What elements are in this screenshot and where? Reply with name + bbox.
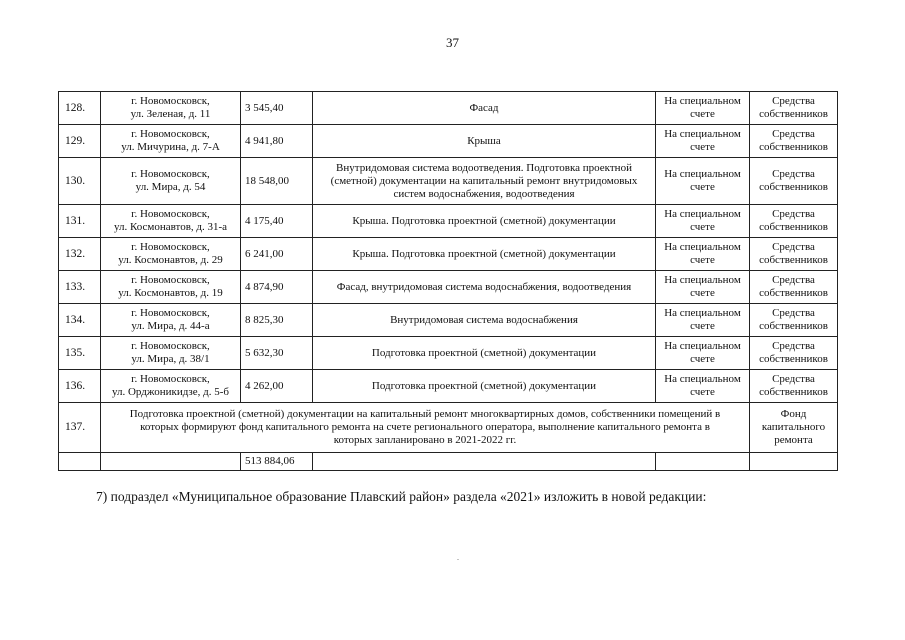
address <box>101 125 241 158</box>
fund-account-text: На специальном <box>664 373 741 385</box>
address-text: ул. Мира, д. 44-а <box>131 320 210 332</box>
address <box>101 271 241 304</box>
table-body <box>59 92 838 471</box>
fund-account <box>656 304 750 337</box>
work-type-text: Фасад, внутридомовая система водоснабжения, водоотведения <box>336 280 632 293</box>
row-number-text: 135. <box>65 346 86 359</box>
funding-source-text: собственников <box>759 320 828 332</box>
row-number <box>59 92 101 125</box>
funding-source <box>750 304 838 337</box>
fund-account-text: счете <box>690 386 715 398</box>
address-text: ул. Зеленая, д. 11 <box>130 108 211 120</box>
description-line: которых формируют фонд капитального ремонта на счете регионального оператора, выполнение капитального ремонта в <box>140 421 710 433</box>
empty-cell <box>313 453 656 471</box>
cost-sum <box>241 337 313 370</box>
address-text: ул. Орджоникидзе, д. 5-б <box>111 386 230 398</box>
funding-source-text: собственников <box>759 141 828 153</box>
address-text: г. Новомосковск, <box>131 208 210 220</box>
fund-account-text: На специальном <box>664 274 741 286</box>
table-row <box>59 125 838 158</box>
fund-account <box>656 92 750 125</box>
empty-cell <box>750 453 838 471</box>
funding-source <box>750 403 838 453</box>
fund-account-text: На специальном <box>664 208 741 220</box>
funding-source-text: Средства <box>772 373 815 385</box>
cost-sum-text: 4 262,00 <box>245 379 284 392</box>
work-type-text: Внутридомовая система водоснабжения <box>390 313 578 326</box>
fund-account-text: На специальном <box>664 128 741 140</box>
fund-account-text: На специальном <box>664 241 741 253</box>
cost-sum <box>241 92 313 125</box>
page-number: 37 <box>446 35 459 50</box>
work-type <box>313 205 656 238</box>
funding-source-text: Средства <box>772 340 815 352</box>
funding-source <box>750 92 838 125</box>
work-type-text: Крыша. Подготовка проектной (сметной) документации <box>352 247 616 260</box>
address <box>101 238 241 271</box>
funding-source-text: Средства <box>772 274 815 286</box>
fund-account-text: счете <box>690 320 715 332</box>
address-text: г. Новомосковск, <box>131 168 210 180</box>
fund-account-text: На специальном <box>664 307 741 319</box>
capital-repair-table <box>58 91 838 471</box>
fund-account <box>656 337 750 370</box>
funding-source <box>750 271 838 304</box>
fund-account-text: счете <box>690 353 715 365</box>
row-number-text: 129. <box>65 134 86 147</box>
address-text: ул. Мира, д. 38/1 <box>131 353 210 365</box>
funding-source-text: собственников <box>759 221 828 233</box>
address <box>101 337 241 370</box>
address-text: г. Новомосковск, <box>131 307 210 319</box>
row-number-text: 132. <box>65 247 86 260</box>
funding-source-text: Средства <box>772 168 815 180</box>
fund-account-text: счете <box>690 108 715 120</box>
cost-sum <box>241 370 313 403</box>
cost-sum <box>241 304 313 337</box>
table-row <box>59 205 838 238</box>
cost-sum-text: 8 825,30 <box>245 313 284 326</box>
cost-sum-text: 4 941,80 <box>245 134 284 147</box>
work-type-text: Крыша. Подготовка проектной (сметной) документации <box>352 214 616 227</box>
address-text: г. Новомосковск, <box>131 340 210 352</box>
address <box>101 304 241 337</box>
address-text: г. Новомосковск, <box>131 373 210 385</box>
work-type-text: (сметной) документации на капитальный ремонт внутридомовых <box>330 174 638 187</box>
work-type <box>313 370 656 403</box>
row-number <box>59 337 101 370</box>
funding-source-text: собственников <box>759 254 828 266</box>
work-type <box>313 271 656 304</box>
fund-account <box>656 271 750 304</box>
row-number <box>59 205 101 238</box>
fund-account-text: На специальном <box>664 168 741 180</box>
fund-account <box>656 370 750 403</box>
funding-source <box>750 370 838 403</box>
address-text: г. Новомосковск, <box>131 241 210 253</box>
cost-sum <box>241 271 313 304</box>
funding-source-text: Средства <box>772 307 815 319</box>
fund-account-text: На специальном <box>664 340 741 352</box>
funding-source <box>750 158 838 205</box>
funding-source-text: собственников <box>759 287 828 299</box>
table-row <box>59 238 838 271</box>
cost-sum-text: 4 175,40 <box>245 214 284 227</box>
table-row <box>59 158 838 205</box>
row-number <box>59 158 101 205</box>
work-type-text: Фасад <box>469 101 499 114</box>
funding-source-line: Фонд <box>780 408 807 420</box>
empty-cell <box>59 453 101 471</box>
cost-sum-text: 18 548,00 <box>245 174 289 187</box>
address-text: г. Новомосковск, <box>131 95 210 107</box>
address-text: г. Новомосковск, <box>131 274 210 286</box>
address-text: ул. Космонавтов, д. 19 <box>118 287 223 299</box>
address <box>101 370 241 403</box>
cost-sum <box>241 125 313 158</box>
funding-source-text: собственников <box>759 353 828 365</box>
stray-dot: . <box>457 553 459 562</box>
table-row-137 <box>59 403 838 453</box>
table-row <box>59 271 838 304</box>
empty-cell <box>656 453 750 471</box>
fund-account-text: На специальном <box>664 95 741 107</box>
funding-source-line: капитального <box>761 421 826 433</box>
description-line: которых запланировано в 2021-2022 гг. <box>333 434 517 446</box>
row-137-description <box>101 403 750 453</box>
row-number: 137. <box>59 403 101 453</box>
row-number <box>59 238 101 271</box>
cost-sum <box>241 238 313 271</box>
table-row <box>59 92 838 125</box>
funding-source-text: Средства <box>772 241 815 253</box>
table-row <box>59 337 838 370</box>
cost-sum-text: 5 632,30 <box>245 346 284 359</box>
funding-source <box>750 205 838 238</box>
fund-account <box>656 158 750 205</box>
row-number <box>59 304 101 337</box>
work-type-text: Подготовка проектной (сметной) документации <box>371 346 597 359</box>
funding-source-text: Средства <box>772 128 815 140</box>
row-number-text: 134. <box>65 313 86 326</box>
funding-source-text: собственников <box>759 108 828 120</box>
fund-account <box>656 238 750 271</box>
address-text: ул. Мичурина, д. 7-А <box>121 141 220 153</box>
work-type-text: Внутридомовая система водоотведения. Подготовка проектной <box>336 161 632 174</box>
work-type <box>313 158 656 205</box>
cost-sum <box>241 205 313 238</box>
instruction-paragraph: 7) подраздел «Муниципальное образование Плавский район» раздела «2021» изложить в новой редакции: <box>96 489 707 504</box>
table-total-row <box>59 453 838 471</box>
work-type <box>313 304 656 337</box>
fund-account-text: счете <box>690 221 715 233</box>
address-text: ул. Космонавтов, д. 29 <box>118 254 223 266</box>
row-number-text: 133. <box>65 280 86 293</box>
empty-cell <box>101 453 241 471</box>
address <box>101 158 241 205</box>
work-type-text: систем водоснабжения, водоотведения <box>393 187 575 200</box>
row-number <box>59 370 101 403</box>
row-number-text: 130. <box>65 174 86 187</box>
cost-sum-text: 3 545,40 <box>245 101 284 114</box>
total-sum: 513 884,06 <box>241 453 313 471</box>
work-type <box>313 125 656 158</box>
fund-account-text: счете <box>690 287 715 299</box>
funding-source-text: собственников <box>759 181 828 193</box>
work-type <box>313 238 656 271</box>
fund-account-text: счете <box>690 254 715 266</box>
work-type-text: Крыша <box>467 134 501 147</box>
work-type <box>313 337 656 370</box>
description-line: Подготовка проектной (сметной) документации на капитальный ремонт многоквартирных домов, собственники помещений в <box>129 408 721 420</box>
address <box>101 205 241 238</box>
fund-account <box>656 205 750 238</box>
address-text: г. Новомосковск, <box>131 128 210 140</box>
table-row <box>59 304 838 337</box>
cost-sum-text: 6 241,00 <box>245 247 284 260</box>
funding-source-text: Средства <box>772 95 815 107</box>
row-number <box>59 125 101 158</box>
fund-account <box>656 125 750 158</box>
fund-account-text: счете <box>690 181 715 193</box>
table-row <box>59 370 838 403</box>
row-number-text: 128. <box>65 101 86 114</box>
address-text: ул. Мира, д. 54 <box>135 181 206 193</box>
funding-source <box>750 337 838 370</box>
cost-sum <box>241 158 313 205</box>
row-number-text: 131. <box>65 214 86 227</box>
fund-account-text: счете <box>690 141 715 153</box>
address <box>101 92 241 125</box>
row-number-text: 136. <box>65 379 86 392</box>
funding-source <box>750 125 838 158</box>
row-number <box>59 271 101 304</box>
work-type-text: Подготовка проектной (сметной) документации <box>371 379 597 392</box>
work-type <box>313 92 656 125</box>
cost-sum-text: 4 874,90 <box>245 280 284 293</box>
funding-source-text: Средства <box>772 208 815 220</box>
address-text: ул. Космонавтов, д. 31-а <box>113 221 228 233</box>
funding-source-line: ремонта <box>774 434 813 446</box>
funding-source-text: собственников <box>759 386 828 398</box>
funding-source <box>750 238 838 271</box>
